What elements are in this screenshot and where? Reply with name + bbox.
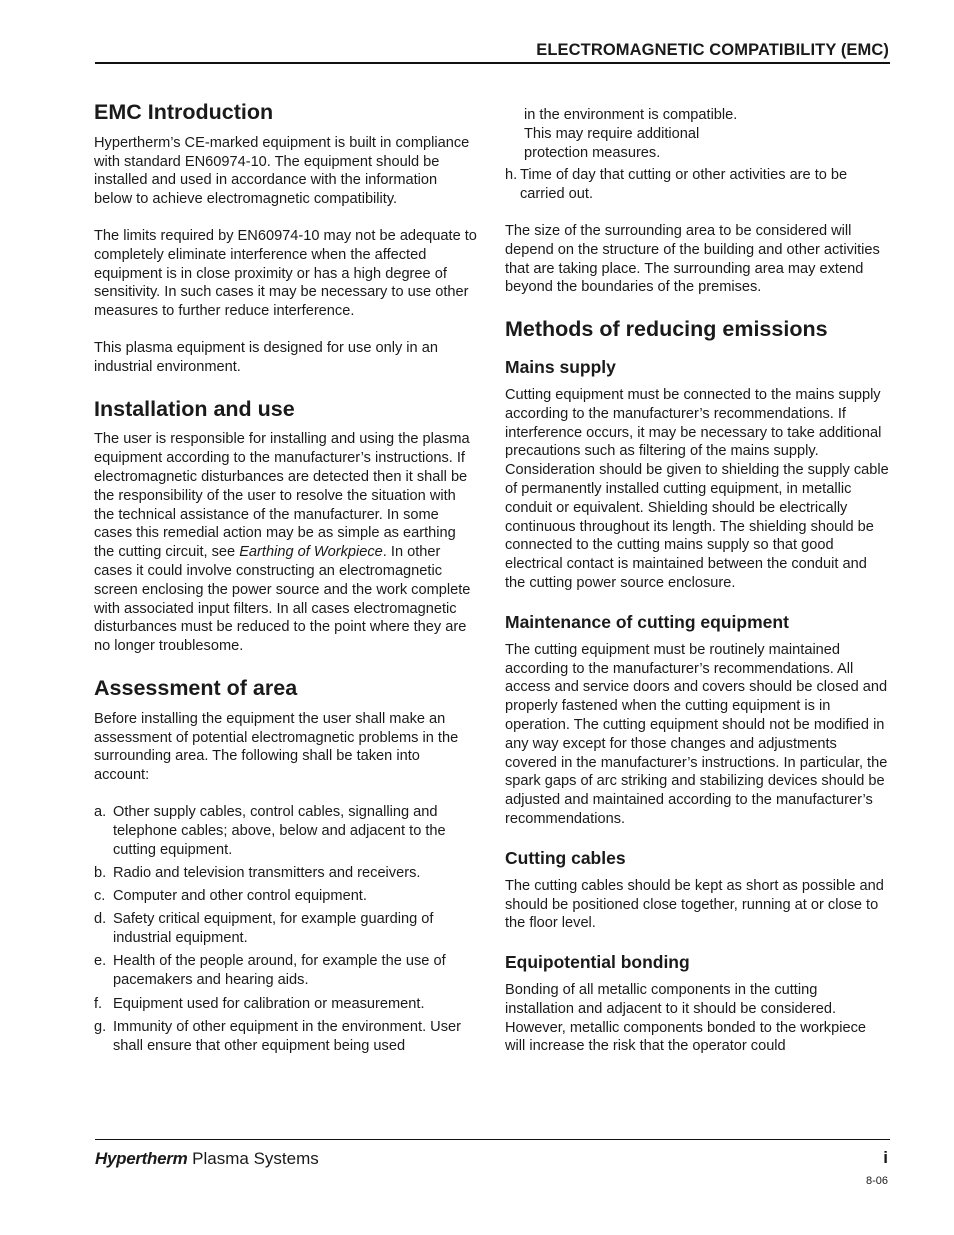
- list-item: [505, 166, 890, 204]
- list-marker: e.: [94, 953, 107, 970]
- emc-intro-paragraph-2: The limits required by EN60974-10 may not be adequate to completely eliminate interference when the affected equipment is in close proximity or has a high degree of sensitivity. In such cases it may be necessary to use other measures to further reduce interference.: [94, 227, 477, 320]
- list-item-g-continued: in the environment is compatible. This may require additional protection measures.: [524, 107, 738, 161]
- list-item-text: Safety critical equipment, for example guarding of industrial equipment.: [113, 911, 434, 947]
- right-column: [505, 106, 890, 1056]
- list-marker: b.: [94, 864, 107, 881]
- surrounding-area-paragraph: The size of the surrounding area to be considered will depend on the structure of the building and other activities that are taking place. The surrounding area may extend beyond the boundaries of the premises.: [505, 222, 880, 296]
- emc-intro-paragraph-3: This plasma equipment is designed for use only in an industrial environment.: [94, 339, 438, 375]
- left-column: [94, 100, 479, 1060]
- header-rule: [95, 62, 890, 64]
- footer-product: Plasma Systems: [192, 1149, 319, 1168]
- installation-section: [94, 397, 479, 656]
- hypertherm-logo: Hypertherm: [95, 1149, 188, 1168]
- emc-introduction-section: [94, 100, 479, 377]
- equipotential-bonding-paragraph: Bonding of all metallic components in the cutting installation and adjacent to it should be considered. However, metallic components bonded to the workpiece will increase the risk that the operator could: [505, 982, 866, 1055]
- list-marker: f.: [94, 995, 103, 1012]
- list-item: [94, 803, 479, 859]
- list-item: [94, 887, 479, 906]
- mains-supply-heading: Mains supply: [505, 356, 616, 377]
- emc-introduction-heading: EMC Introduction: [94, 100, 274, 124]
- assessment-paragraph: Before installing the equipment the user shall make an assessment of potential electromagnetic problems in the surrounding area. The following shall be taken into account:: [94, 710, 459, 784]
- cutting-cables-heading: Cutting cables: [505, 847, 626, 868]
- list-marker: c.: [94, 888, 106, 905]
- list-item-text: Immunity of other equipment in the environment. User shall ensure that other equipment being used: [113, 1018, 461, 1054]
- list-marker: g.: [94, 1018, 107, 1035]
- list-item: [94, 864, 479, 883]
- cutting-cables-paragraph: The cutting cables should be kept as short as possible and should be positioned close together, running at or close to the floor level.: [505, 877, 884, 932]
- assessment-list: [94, 803, 479, 1056]
- installation-heading: Installation and use: [94, 396, 295, 421]
- list-marker: h.: [505, 167, 518, 184]
- installation-text-b: . In other cases it could involve constructing an electromagnetic screen enclosing the power source and the work complete with associated input filters. In all cases electromagnetic disturbances must be reduced to the point where they are no longer troublesome.: [94, 544, 471, 655]
- maintenance-paragraph: The cutting equipment must be routinely maintained according to the manufacturer’s recommendations. All access and service doors and covers should be closed and properly fastened when the cutting equipment is in operation. The cutting equipment should not be modified in any way except for those changes and adjustments covered in the manufacturer’s instructions. In particular, the spark gaps of arc striking and stabilizing devices should be adjusted and maintained according to the manufacturer’s recommendations.: [505, 641, 888, 827]
- list-item-text: Radio and television transmitters and receivers.: [113, 864, 421, 881]
- footer-rule: [95, 1139, 890, 1140]
- equipotential-bonding-heading: Equipotential bonding: [505, 952, 690, 973]
- assessment-section: [94, 676, 479, 1056]
- installation-text-a: The user is responsible for installing and using the plasma equipment according to the manufacturer’s instructions. If electromagnetic disturbances are detected then it shall be the responsibility of the user to resolve the situation with the technical assistance of the manufacturer. In some cases this remedial action may be as simple as earthing the cutting circuit, see: [94, 431, 470, 561]
- mains-supply-paragraph: Cutting equipment must be connected to the mains supply according to the manufacturer’s recommendations. If interference occurs, it may be necessary to take additional precautions such as filtering of the mains supply. Consideration should be given to shielding the supply cable of permanently installed cutting equipment, in metallic conduit or equivalent. Shielding should be electrically continuous throughout its length. The shielding should be connected to the cutting mains supply so that good electrical contact is maintained between the conduit and the cutting power source enclosure.: [505, 386, 889, 591]
- assessment-list-continued: [505, 166, 890, 204]
- list-item: [94, 952, 479, 990]
- emc-intro-paragraph-1: Hypertherm’s CE-marked equipment is built in compliance with standard EN60974-10. The equipment should be installed and used in accordance with the information below to achieve electromagnetic compatibility.: [94, 134, 470, 208]
- page-number: i: [883, 1148, 888, 1167]
- list-item: [94, 910, 479, 948]
- list-item-text: Equipment used for calibration or measurement.: [113, 995, 425, 1012]
- methods-heading: Methods of reducing emissions: [505, 317, 828, 342]
- assessment-heading: Assessment of area: [94, 675, 298, 700]
- list-marker: a.: [94, 803, 107, 820]
- list-marker: d.: [94, 911, 107, 928]
- methods-section: [505, 317, 890, 1056]
- footer-brand: [95, 1149, 319, 1169]
- page-header-title: ELECTROMAGNETIC COMPATIBILITY (EMC): [536, 41, 889, 59]
- list-item-text: Time of day that cutting or other activities are to be carried out.: [520, 167, 848, 203]
- list-item-text: Computer and other control equipment.: [113, 888, 367, 905]
- revision-date: 8-06: [865, 1175, 888, 1187]
- earthing-reference: Earthing of Workpiece: [239, 544, 383, 561]
- maintenance-heading: Maintenance of cutting equipment: [505, 611, 789, 632]
- list-item-text: Health of the people around, for example the use of pacemakers and hearing aids.: [113, 953, 446, 989]
- list-item-text: Other supply cables, control cables, signalling and telephone cables; above, below and adjacent to the cutting equipment.: [113, 803, 446, 858]
- list-item: [94, 995, 479, 1014]
- installation-paragraph: [94, 430, 479, 656]
- list-item: [94, 1018, 479, 1056]
